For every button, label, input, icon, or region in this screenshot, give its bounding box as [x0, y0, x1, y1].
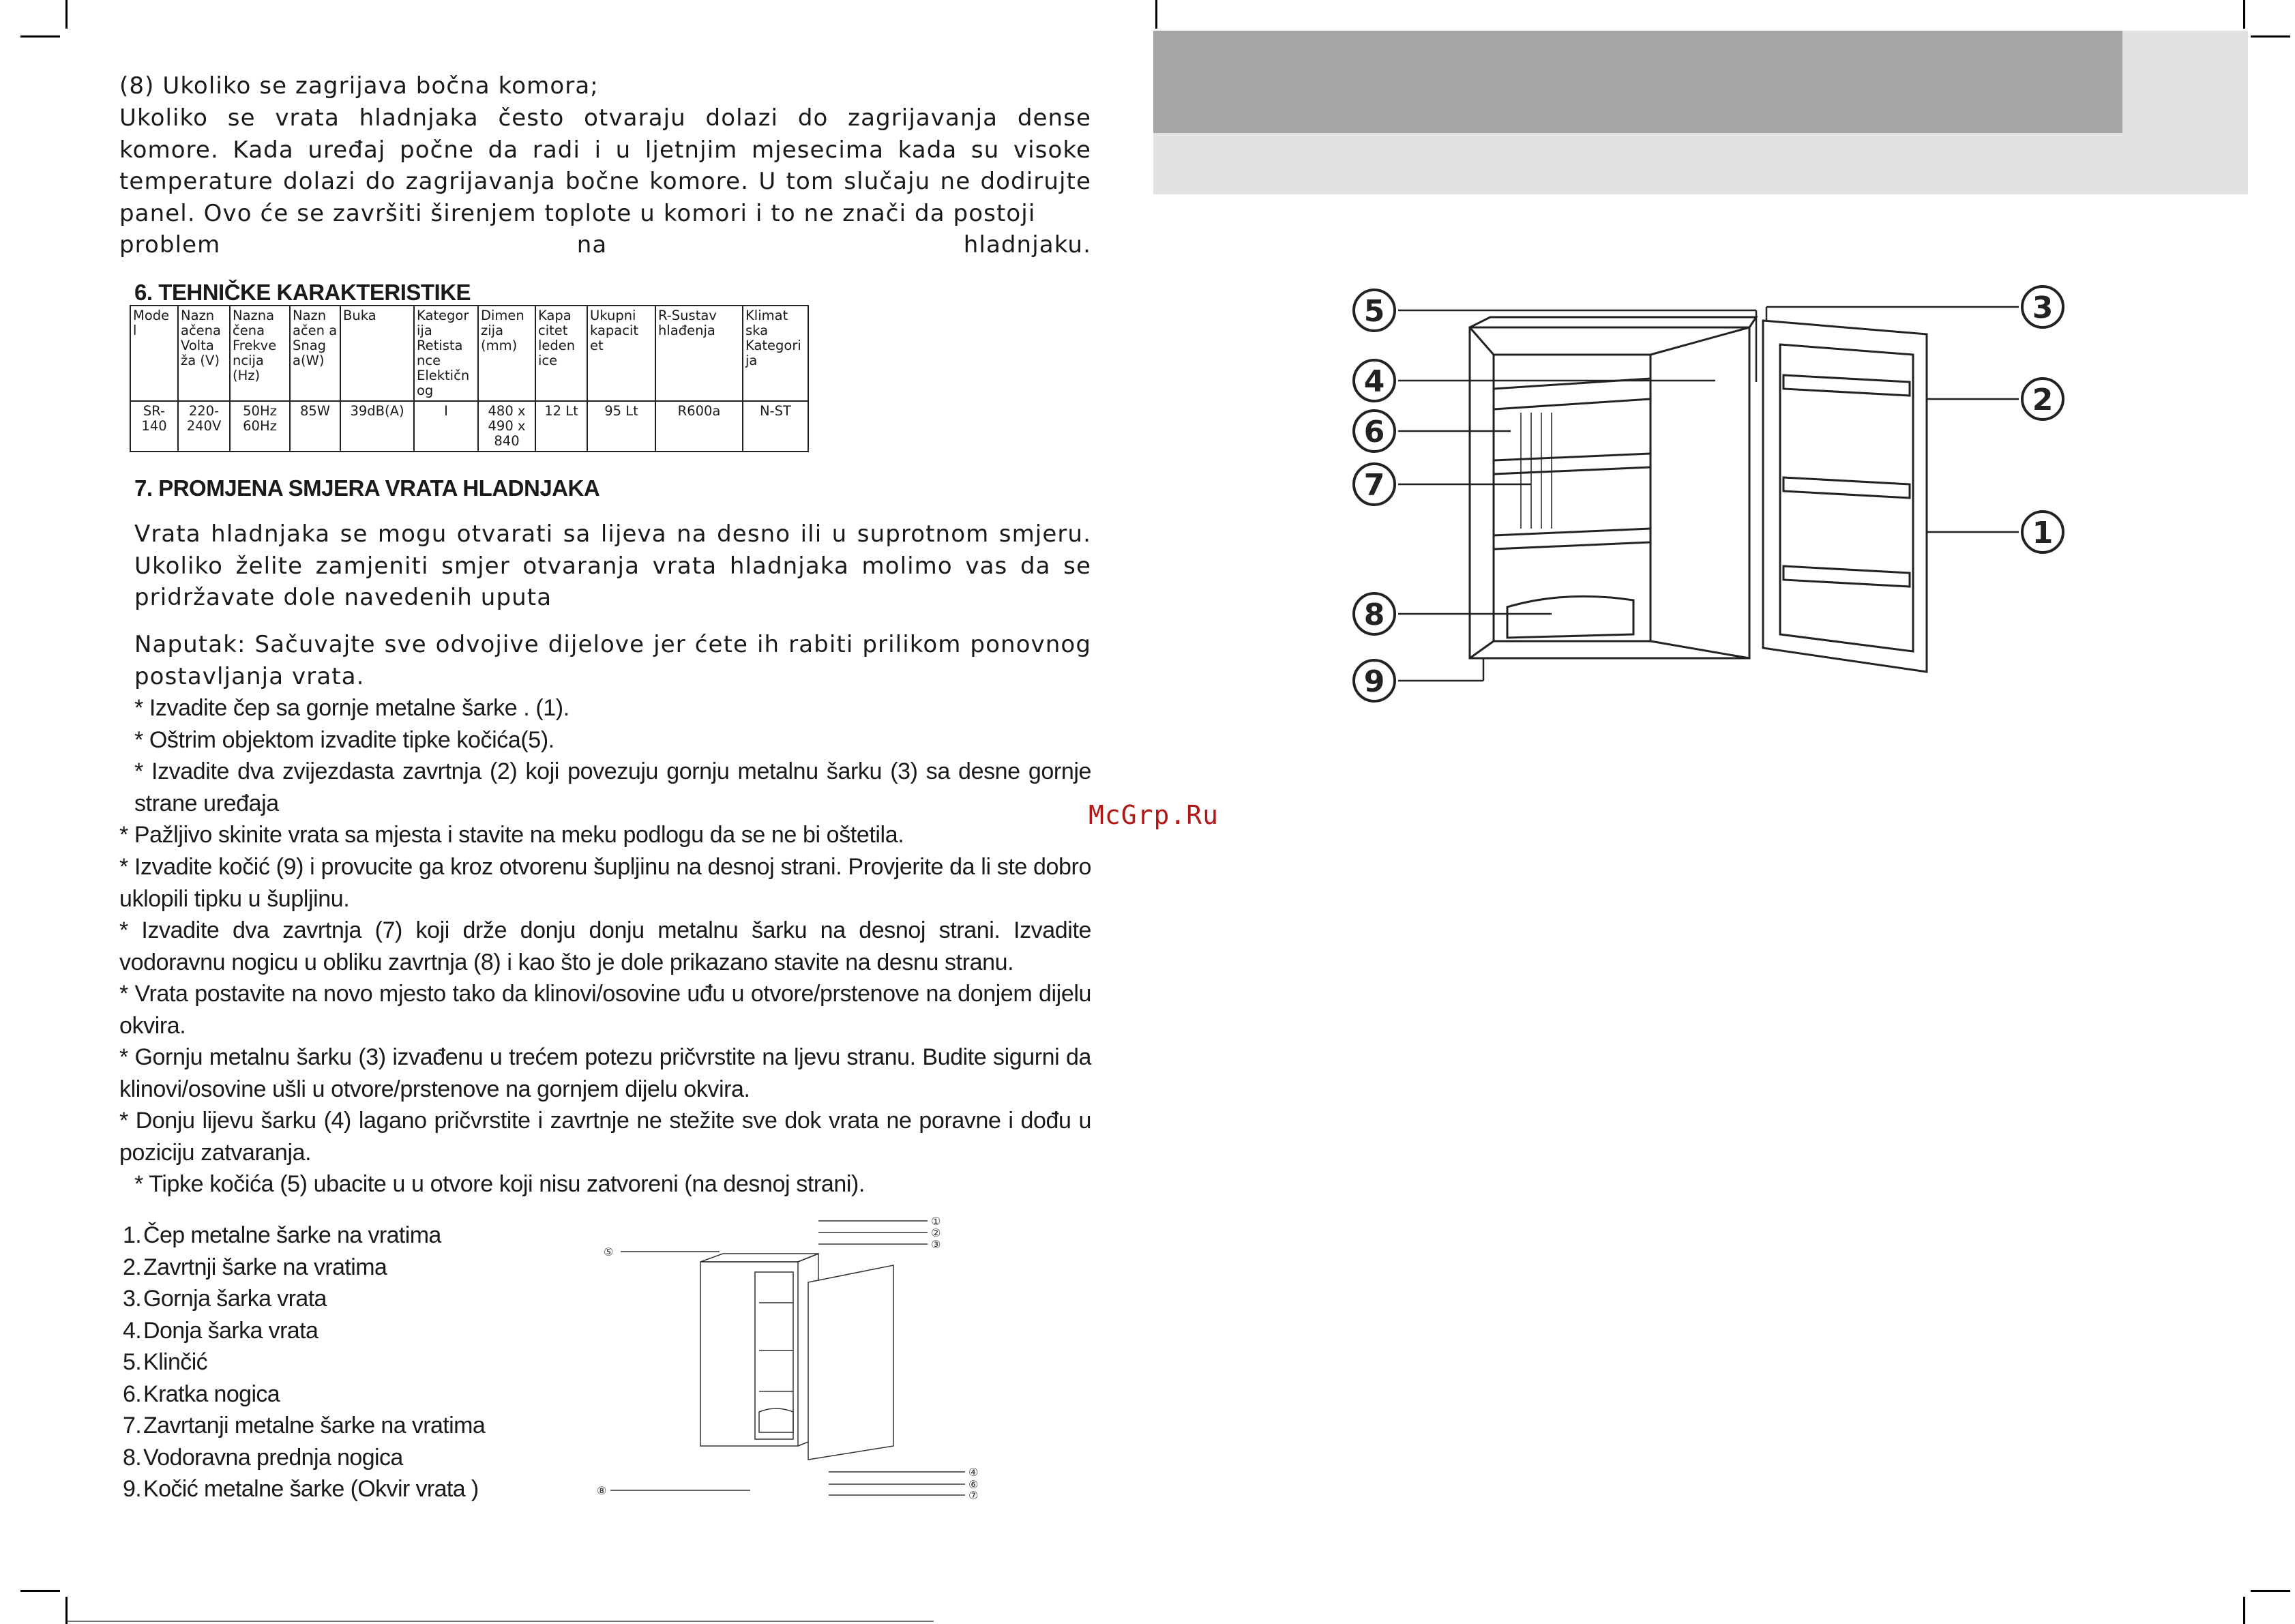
door-shelf — [1783, 477, 1910, 498]
callout-label: ① — [931, 1215, 941, 1228]
header-banner-dark — [1153, 31, 2122, 133]
specs-header-cell: Nazn ačen a Snag a(W) — [290, 306, 340, 401]
parts-list — [123, 1220, 485, 1505]
shelf — [1494, 529, 1650, 549]
fridge-open-diagram — [1347, 280, 2104, 716]
callout-number: 4 — [1363, 364, 1385, 399]
open-door — [1763, 321, 1927, 672]
specs-value-cell: R600a — [655, 401, 743, 452]
crop-mark — [20, 1590, 60, 1592]
fridge-exploded-diagram — [593, 1214, 1003, 1521]
specs-value-cell: SR-140 — [130, 401, 178, 452]
fridge-body — [700, 1262, 798, 1446]
intro-paragraph: Ukoliko se vrata hladnjaka često otvaraju dolazi do zagrijavanja dense komore. Kada uređaj počne da radi i u ljetnjim mjesecima kada su visoke temperature dolazi do zagrijavanja bočne komore. U tom slučaju ne dodirujte panel. Ovo će se završiti širenjem toplote u komori i to ne znači da postoji — [119, 104, 1091, 227]
callout-label: ④ — [968, 1466, 979, 1479]
specs-value-row — [130, 401, 808, 452]
crop-mark — [20, 35, 60, 38]
door-shelf — [1783, 566, 1910, 587]
specs-header-cell: Nazn ačena Volta ža (V) — [178, 306, 230, 401]
specs-header-cell: Mode l — [130, 306, 178, 401]
crop-mark — [1155, 0, 1157, 29]
callout-number: 2 — [2032, 383, 2054, 417]
specs-value-cell: 85W — [290, 401, 340, 452]
step-item: * Vrata postavite na novo mjesto tako da klinovi/osovine uđu u otvore/prstenove na donjem dijelu okvira. — [119, 981, 1091, 1039]
cabinet-edge — [1470, 641, 1494, 658]
specs-header-cell: Klimat ska Kategori ja — [743, 306, 808, 401]
callout-number: 8 — [1363, 597, 1385, 632]
specs-value-cell: N-ST — [743, 401, 808, 452]
crop-mark — [65, 1597, 68, 1624]
specs-header-cell: Nazna čena Frekve ncija (Hz) — [230, 306, 290, 401]
parts-list-item: 2.Zavrtnji šarke na vratima — [123, 1254, 387, 1280]
step-item: * Izvadite dva zvijezdasta zavrtnja (2) koji povezuju gornju metalnu šarku (3) sa desne gornje strane uređaja — [134, 758, 1091, 816]
specs-value-cell: I — [414, 401, 478, 452]
cabinet-interior — [1494, 355, 1650, 641]
cabinet-top — [1470, 317, 1756, 327]
specs-header-row — [130, 306, 808, 401]
specs-table — [130, 305, 809, 452]
callout-label: ② — [931, 1226, 941, 1239]
door-title: 7. PROMJENA SMJERA VRATA HLADNJAKA — [134, 475, 600, 501]
crisper-drawer — [1507, 596, 1633, 638]
parts-list-item: 6.Kratka nogica — [123, 1381, 280, 1407]
parts-list-item: 8.Vodoravna prednja nogica — [123, 1444, 403, 1471]
callout-label: ⑤ — [604, 1245, 614, 1258]
parts-list-item: 5.Klinčić — [123, 1349, 208, 1375]
step-item: * Gornju metalnu šarku (3) izvađenu u trećem potezu pričvrstite na ljevu stranu. Budite sigurni da klinovi/osovine ušli u otvore/prstenove na gornjem dijelu okvira. — [119, 1044, 1091, 1102]
specs-value-cell: 95 Lt — [587, 401, 655, 452]
callout-number: 1 — [2032, 516, 2054, 550]
watermark: McGrp.Ru — [1089, 800, 1219, 830]
door-intro: Vrata hladnjaka se mogu otvarati sa lijeva na desno ili u suprotnom smjeru. Ukoliko želite zamjeniti smjer otvaranja vrata hladnjaka molimo vas da se pridržavate dole navedenih uputa — [134, 520, 1091, 611]
cabinet-edge — [1650, 641, 1749, 658]
parts-list-item: 3.Gornja šarka vrata — [123, 1286, 327, 1312]
specs-value-cell: 50Hz 60Hz — [230, 401, 290, 452]
step-item: * Tipke kočića (5) ubacite u u otvore koji nisu zatvoreni (na desnoj strani). — [134, 1171, 865, 1197]
specs-header-cell: Dimen zija (mm) — [478, 306, 535, 401]
step-item: * Izvadite dva zavrtnja (7) koji drže donju donju metalnu šarku na desnoj strani. Izvadite vodoravnu nogicu u obliku zavrtnja (8) i kao što je dole prikazano stavite na desnu stranu. — [119, 917, 1091, 975]
specs-value-cell: 39dB(A) — [340, 401, 414, 452]
step-item: * Izvadite kočić (9) i provucite ga kroz otvorenu šupljinu na desnoj strani. Provjerite da li ste dobro uklopili tipku u šupljinu. — [119, 854, 1091, 912]
bottom-rule — [68, 1621, 934, 1622]
parts-list-item: 4.Donja šarka vrata — [123, 1317, 319, 1344]
specs-value-cell: 480 x 490 x 840 — [478, 401, 535, 452]
crop-mark — [2243, 1597, 2245, 1624]
callout-label: ⑦ — [968, 1489, 979, 1502]
crop-mark — [2251, 35, 2290, 38]
crop-mark — [2243, 0, 2245, 29]
crop-mark — [2251, 1590, 2290, 1592]
callout-number: 3 — [2032, 291, 2054, 325]
cabinet-body — [1470, 327, 1749, 658]
fridge-compartment — [755, 1272, 793, 1439]
parts-list-item: 7.Zavrtanji metalne šarke na vratima — [123, 1413, 486, 1438]
shelf — [1494, 454, 1650, 474]
specs-header-cell: Kategor ija Retista nce Elektičn og — [414, 306, 478, 401]
callout-number: 5 — [1363, 294, 1385, 329]
specs-header-cell: Ukupni kapacit et — [587, 306, 655, 401]
step-item: * Donju lijevu šarku (4) lagano pričvrstite i zavrtnje ne stežite sve dok vrata ne poravne i dođu u poziciju zatvaranja. — [119, 1108, 1091, 1166]
freezer-shelf — [1494, 379, 1650, 409]
crop-mark — [65, 0, 68, 29]
step-item: * Pažljivo skinite vrata sa mjesta i stavite na meku podlogu da se ne bi oštetila. — [119, 822, 904, 848]
specs-header-cell: Buka — [340, 306, 414, 401]
fridge-crisper — [759, 1408, 793, 1432]
cabinet-edge — [1470, 327, 1494, 355]
callout-number: 7 — [1363, 468, 1385, 503]
door-shelf — [1783, 375, 1910, 396]
step-item: * Oštrim objektom izvadite tipke kočića(5). — [134, 727, 554, 753]
specs-title: 6. TEHNIČKE KARAKTERISTIKE — [134, 280, 471, 305]
cabinet-edge — [1650, 327, 1749, 355]
fridge-door — [808, 1265, 893, 1460]
specs-value-cell: 220-240V — [178, 401, 230, 452]
parts-list-item: 1.Čep metalne šarke na vratima — [123, 1222, 441, 1248]
intro-heading: (8) Ukoliko se zagrijava bočna komora; — [119, 72, 599, 100]
step-item: * Izvadite čep sa gornje metalne šarke . (1). — [134, 695, 569, 721]
intro-last-line: problem na hladnjaku. — [119, 231, 1091, 259]
callout-number: 6 — [1363, 415, 1385, 449]
callout-label: ⑧ — [597, 1484, 607, 1497]
door-note: Naputak: Sačuvajte sve odvojive dijelove jer ćete ih rabiti prilikom ponovnog postavljanja vrata. — [134, 631, 1091, 690]
parts-list-item: 9.Kočić metalne šarke (Okvir vrata ) — [123, 1476, 479, 1502]
callout-number: 9 — [1363, 664, 1385, 699]
specs-header-cell: Kapa citet leden ice — [535, 306, 587, 401]
specs-header-cell: R-Sustav hlađenja — [655, 306, 743, 401]
specs-value-cell: 12 Lt — [535, 401, 587, 452]
callout-label: ③ — [931, 1238, 941, 1251]
callout-label: ⑥ — [968, 1478, 979, 1491]
